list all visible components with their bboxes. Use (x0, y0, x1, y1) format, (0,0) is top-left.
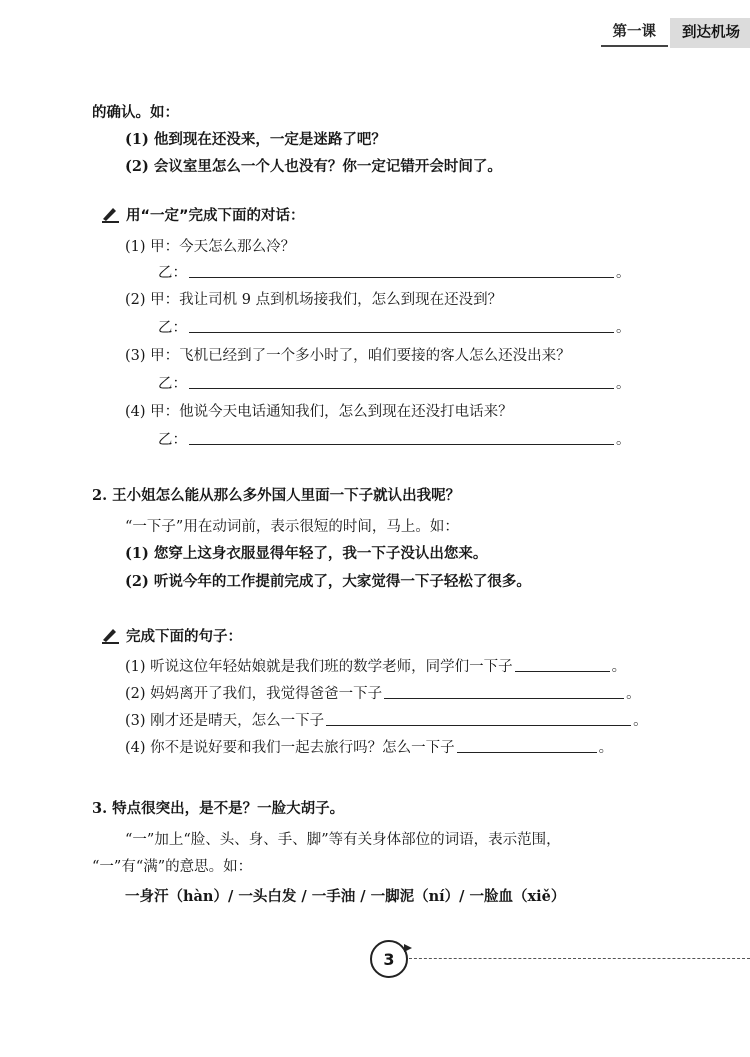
answer-blank[interactable] (189, 318, 614, 333)
answer-blank[interactable] (457, 738, 597, 753)
section3-heading: 3. 特点很突出，是不是？一脸大胡子。 (92, 800, 345, 817)
section2-example-1: (1) 您穿上这身衣服显得年轻了，我一下子没认出您来。 (125, 545, 488, 562)
sentence-text: (4) 你不是说好要和我们一起去旅行吗？怎么一下子 (125, 740, 455, 756)
answer-blank[interactable] (384, 684, 624, 699)
answer-label: 乙： (158, 432, 187, 448)
sentence-text: (2) 妈妈离开了我们，我觉得爸爸一下子 (125, 686, 383, 702)
page-number (370, 940, 408, 978)
dialog-2-answer (158, 318, 631, 338)
page-header (601, 18, 750, 48)
section1-intro: 的确认。如： (92, 104, 179, 121)
answer-label: 乙： (158, 265, 187, 281)
period: 。 (598, 740, 614, 756)
answer-label: 乙： (158, 376, 187, 392)
sentence-text: (3) 刚才还是晴天，怎么一下子 (125, 713, 325, 729)
section3-explanation-1: “一”加上“脸、头、身、手、脚”等有关身体部位的词语，表示范围， (125, 832, 561, 848)
period: 。 (611, 659, 627, 675)
dialog-4-answer (158, 430, 631, 450)
lesson-number: 第一课 (601, 19, 669, 47)
period: 。 (616, 265, 631, 281)
answer-blank[interactable] (326, 711, 631, 726)
period: 。 (633, 713, 648, 729)
answer-blank[interactable] (515, 657, 610, 672)
arrow-icon (404, 944, 412, 952)
section2-explanation: “一下子”用在动词前，表示很短的时间，马上。如： (125, 519, 459, 535)
dialog-3-answer (158, 374, 631, 394)
pencil-icon (100, 205, 120, 223)
section2-heading: 2. 王小姐怎么能从那么多外国人里面一下子就认出我呢？ (92, 487, 461, 504)
lesson-title: 到达机场 (668, 18, 750, 48)
answer-blank[interactable] (189, 263, 614, 278)
exercise-title-text: 用“一定”完成下面的对话： (126, 208, 305, 224)
page-number-text: 3 (383, 949, 395, 969)
sentence-3 (125, 711, 648, 731)
answer-blank[interactable] (189, 430, 614, 445)
sentence-4 (125, 738, 613, 758)
section3-explanation-2: “一”有“满”的意思。如： (92, 859, 253, 875)
section3-examples: 一身汗（hàn）/ 一头白发 / 一手油 / 一脚泥（ní）/ 一脸血（xiě） (125, 888, 566, 905)
section2-exercise-title (100, 626, 242, 647)
section1-example-2: (2) 会议室里怎么一个人也没有？你一定记错开会时间了。 (125, 158, 502, 175)
section1-exercise-title (100, 205, 305, 226)
dialog-4-question: (4) 甲：他说今天电话通知我们，怎么到现在还没打电话来？ (125, 404, 513, 420)
section2-example-2: (2) 听说今年的工作提前完成了，大家觉得一下子轻松了很多。 (125, 573, 531, 590)
sentence-text: (1) 听说这位年轻姑娘就是我们班的数学老师，同学们一下子 (125, 659, 513, 675)
period: 。 (616, 432, 631, 448)
dialog-2-question: (2) 甲：我让司机 9 点到机场接我们，怎么到现在还没到？ (125, 292, 503, 308)
section1-example-1: (1) 他到现在还没来，一定是迷路了吧？ (125, 131, 386, 148)
answer-label: 乙： (158, 320, 187, 336)
exercise-title-text: 完成下面的句子： (126, 629, 242, 645)
dialog-1-answer (158, 263, 631, 283)
sentence-1 (125, 657, 626, 677)
dialog-3-question: (3) 甲：飞机已经到了一个多小时了，咱们要接的客人怎么还没出来？ (125, 348, 571, 364)
footer-rule (404, 958, 750, 959)
dialog-1-question: (1) 甲：今天怎么那么冷？ (125, 239, 296, 255)
period: 。 (616, 320, 631, 336)
sentence-2 (125, 684, 641, 704)
pencil-icon (100, 626, 120, 644)
period: 。 (616, 376, 631, 392)
answer-blank[interactable] (189, 374, 614, 389)
period: 。 (626, 686, 641, 702)
